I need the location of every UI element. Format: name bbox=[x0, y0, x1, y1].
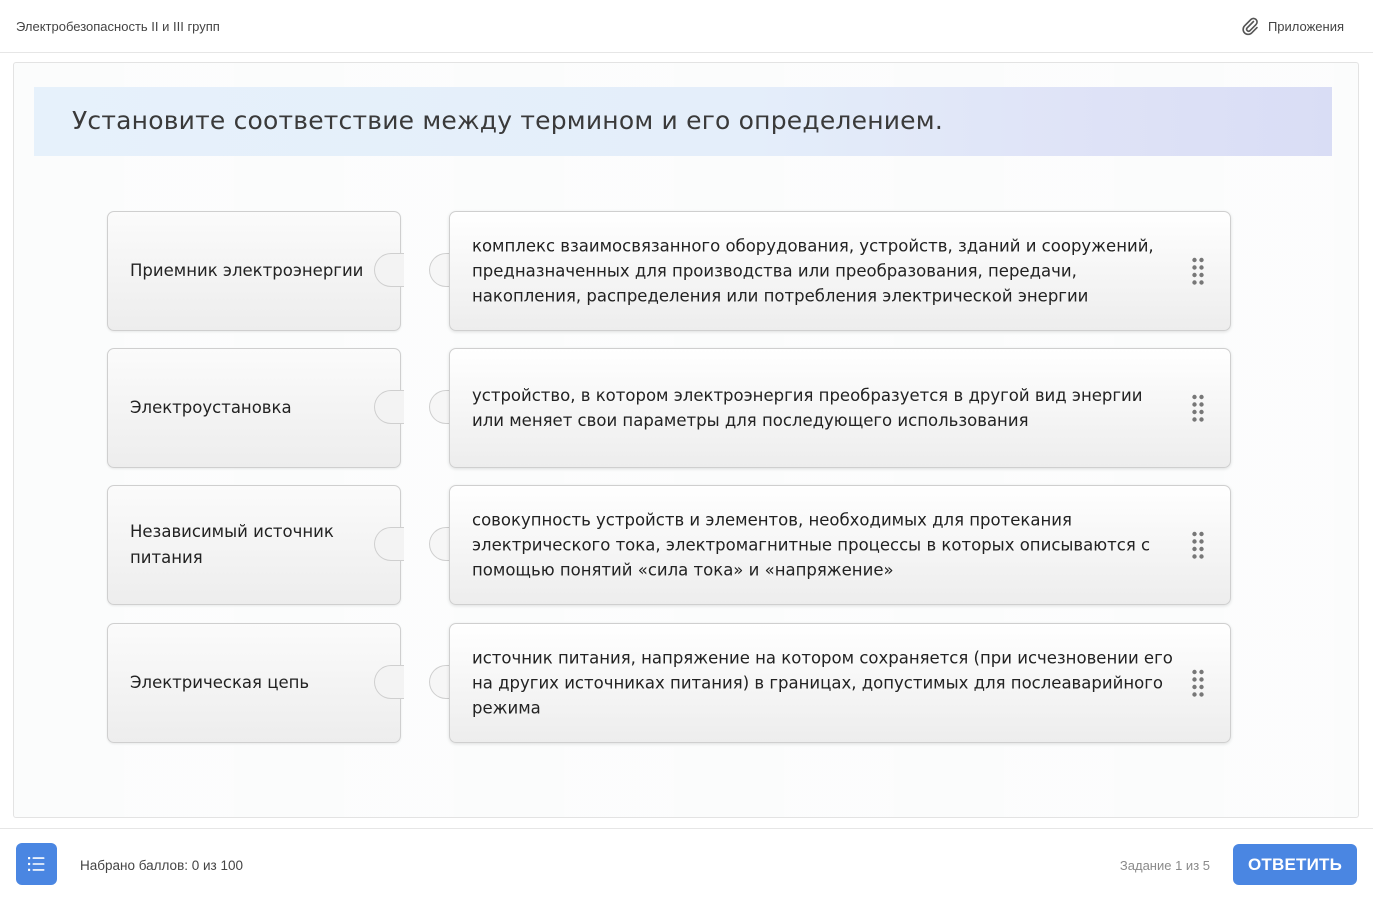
term-card bbox=[107, 211, 401, 331]
course-title: Электробезопасность II и III групп bbox=[16, 19, 220, 34]
menu-button[interactable] bbox=[16, 843, 57, 885]
definition-text: источник питания, напряжение на котором сохраняется (при исчезновении его на других источниках питания) в границах, допустимых для послеаварийного режима bbox=[472, 648, 1173, 718]
term-text: Электроустановка bbox=[130, 398, 292, 417]
attachments-label: Приложения bbox=[1267, 18, 1344, 34]
match-row bbox=[107, 623, 1231, 743]
top-bar bbox=[0, 0, 1373, 53]
term-card bbox=[107, 348, 401, 468]
drag-handle-icon[interactable] bbox=[1191, 669, 1205, 697]
definition-card[interactable] bbox=[449, 211, 1231, 331]
answer-button[interactable]: ОТВЕТИТЬ bbox=[1233, 844, 1357, 885]
attachments-button[interactable] bbox=[1241, 16, 1344, 36]
puzzle-connector bbox=[374, 390, 404, 424]
term-text: Приемник электроэнергии bbox=[130, 261, 364, 280]
term-card bbox=[107, 485, 401, 605]
question-banner bbox=[34, 87, 1332, 156]
match-row bbox=[107, 485, 1231, 605]
definition-card[interactable] bbox=[449, 348, 1231, 468]
definition-text: совокупность устройств и элементов, необходимых для протекания электрического тока, электромагнитные процессы в которых описываются с помощью понятий «сила тока» и «напряжение» bbox=[472, 510, 1151, 580]
puzzle-connector bbox=[374, 527, 404, 561]
task-counter: Задание 1 из 5 bbox=[1119, 858, 1210, 873]
drag-handle-icon[interactable] bbox=[1191, 394, 1205, 422]
puzzle-connector bbox=[374, 253, 404, 287]
paperclip-icon bbox=[1241, 16, 1259, 36]
puzzle-connector bbox=[374, 665, 404, 699]
definition-card[interactable] bbox=[449, 623, 1231, 743]
question-text: Установите соответствие между термином и его определением. bbox=[72, 106, 943, 135]
drag-handle-icon[interactable] bbox=[1191, 257, 1205, 285]
drag-handle-icon[interactable] bbox=[1191, 531, 1205, 559]
definition-text: устройство, в котором электроэнергия преобразуется в другой вид энергии или меняет свои параметры для последующего использования bbox=[472, 386, 1143, 430]
match-row bbox=[107, 211, 1231, 331]
definition-card[interactable] bbox=[449, 485, 1231, 605]
match-row bbox=[107, 348, 1231, 468]
bottom-bar bbox=[0, 828, 1373, 899]
score-text: Набрано баллов: 0 из 100 bbox=[80, 858, 244, 873]
term-card bbox=[107, 623, 401, 743]
term-text: Независимый источник питания bbox=[130, 522, 334, 567]
list-icon bbox=[28, 856, 46, 872]
definition-text: комплекс взаимосвязанного оборудования, устройств, зданий и сооружений, предназначенных для производства или преобразования, передачи, накопления, распределения или потребления электрической энергии bbox=[472, 236, 1154, 306]
term-text: Электрическая цепь bbox=[130, 673, 310, 692]
